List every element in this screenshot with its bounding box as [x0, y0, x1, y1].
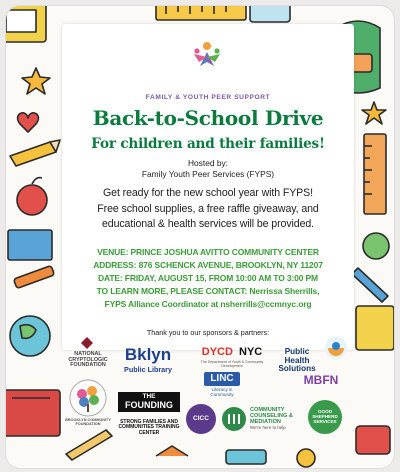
partner-circle-logo-icon: [324, 336, 348, 360]
sponsor-ccm-tagline: We're here to help: [250, 425, 286, 430]
event-details: [62, 246, 354, 311]
hosted-by: [62, 158, 354, 179]
sponsor-bklyn: Bklyn: [124, 345, 172, 364]
sponsor-mbfn: MBFN: [303, 373, 339, 387]
address-line: ADDRESS: 876 SCHENCK AVENUE, BROOKLYN, NY 11207: [93, 260, 323, 270]
sponsor-bklyn-sub: Public Library: [124, 365, 172, 374]
hosted-by-label: Hosted by:: [187, 158, 229, 168]
sponsor-linc-sub: Literacy in Community: [210, 387, 234, 397]
sponsor-ccm: COMMUNITY COUNSELING & MEDIATION: [250, 407, 293, 425]
description-line: Get ready for the new school year with FYPS!: [103, 187, 313, 199]
sponsor-dycd: [196, 347, 268, 359]
event-description: [66, 186, 350, 233]
sponsors-label: Thank you to our sponsors & partners:: [146, 328, 270, 337]
sponsor-founding-block: [118, 392, 180, 412]
organization-name: FAMILY & YOUTH PEER SUPPORT: [145, 94, 271, 101]
contact-email-line: FYPS Alliance Coordinator at nsherrills@ccmnyc.org: [104, 299, 312, 309]
nyc-text: NYC: [239, 346, 263, 358]
sponsor-strong-families: STRONG FAMILIES AND COMMUNITIES TRAINING CENTER: [118, 419, 180, 436]
flyer-content-panel: [62, 24, 354, 350]
date-line: DATE: FRIDAY, AUGUST 15, FROM 10:00 AM TO 3:00 PM: [98, 273, 318, 283]
brooklyn-foundation-tree-icon: [68, 378, 108, 418]
description-line: Free school supplies, a free raffle giveaway, and: [97, 202, 319, 215]
description-line: educational & health services will be provided.: [101, 218, 314, 230]
fyps-logo-icon: [190, 40, 224, 74]
ccm-columns-icon: [220, 406, 248, 432]
flyer-card: [6, 6, 394, 468]
founding-line-2: FOUNDING: [125, 399, 173, 410]
cryptologic-emblem-icon: [80, 336, 94, 350]
sponsor-public-health: Public Health Solutions: [278, 347, 316, 374]
sponsor-good-shepherd: GOOD SHEPHERD SERVICES: [308, 400, 342, 434]
sponsor-cicc: CICC: [186, 404, 216, 434]
venue-line: VENUE: PRINCE JOSHUA AVITTO COMMUNITY CENTER: [97, 247, 319, 257]
sponsor-cryptologic: NATIONAL CRYPTOLOGIC FOUNDATION: [68, 351, 108, 369]
contact-line: TO LEARN MORE, PLEASE CONTACT: Nerrissa Sherrills,: [96, 286, 320, 296]
host-name: Family Youth Peer Services (FYPS): [141, 168, 275, 179]
dycd-text: DYCD: [201, 346, 233, 358]
founding-line-1: THE: [142, 393, 156, 400]
flyer-subtitle: For children and their families!: [91, 136, 325, 152]
sponsor-linc: LINC: [204, 372, 240, 386]
sponsor-dycd-sub: The Department of Youth & Community Development: [200, 360, 264, 368]
sponsor-brooklyn-community: BROOKLYN COMMUNITY FOUNDATION: [65, 418, 111, 426]
flyer-title: Back-to-School Drive: [92, 106, 324, 130]
